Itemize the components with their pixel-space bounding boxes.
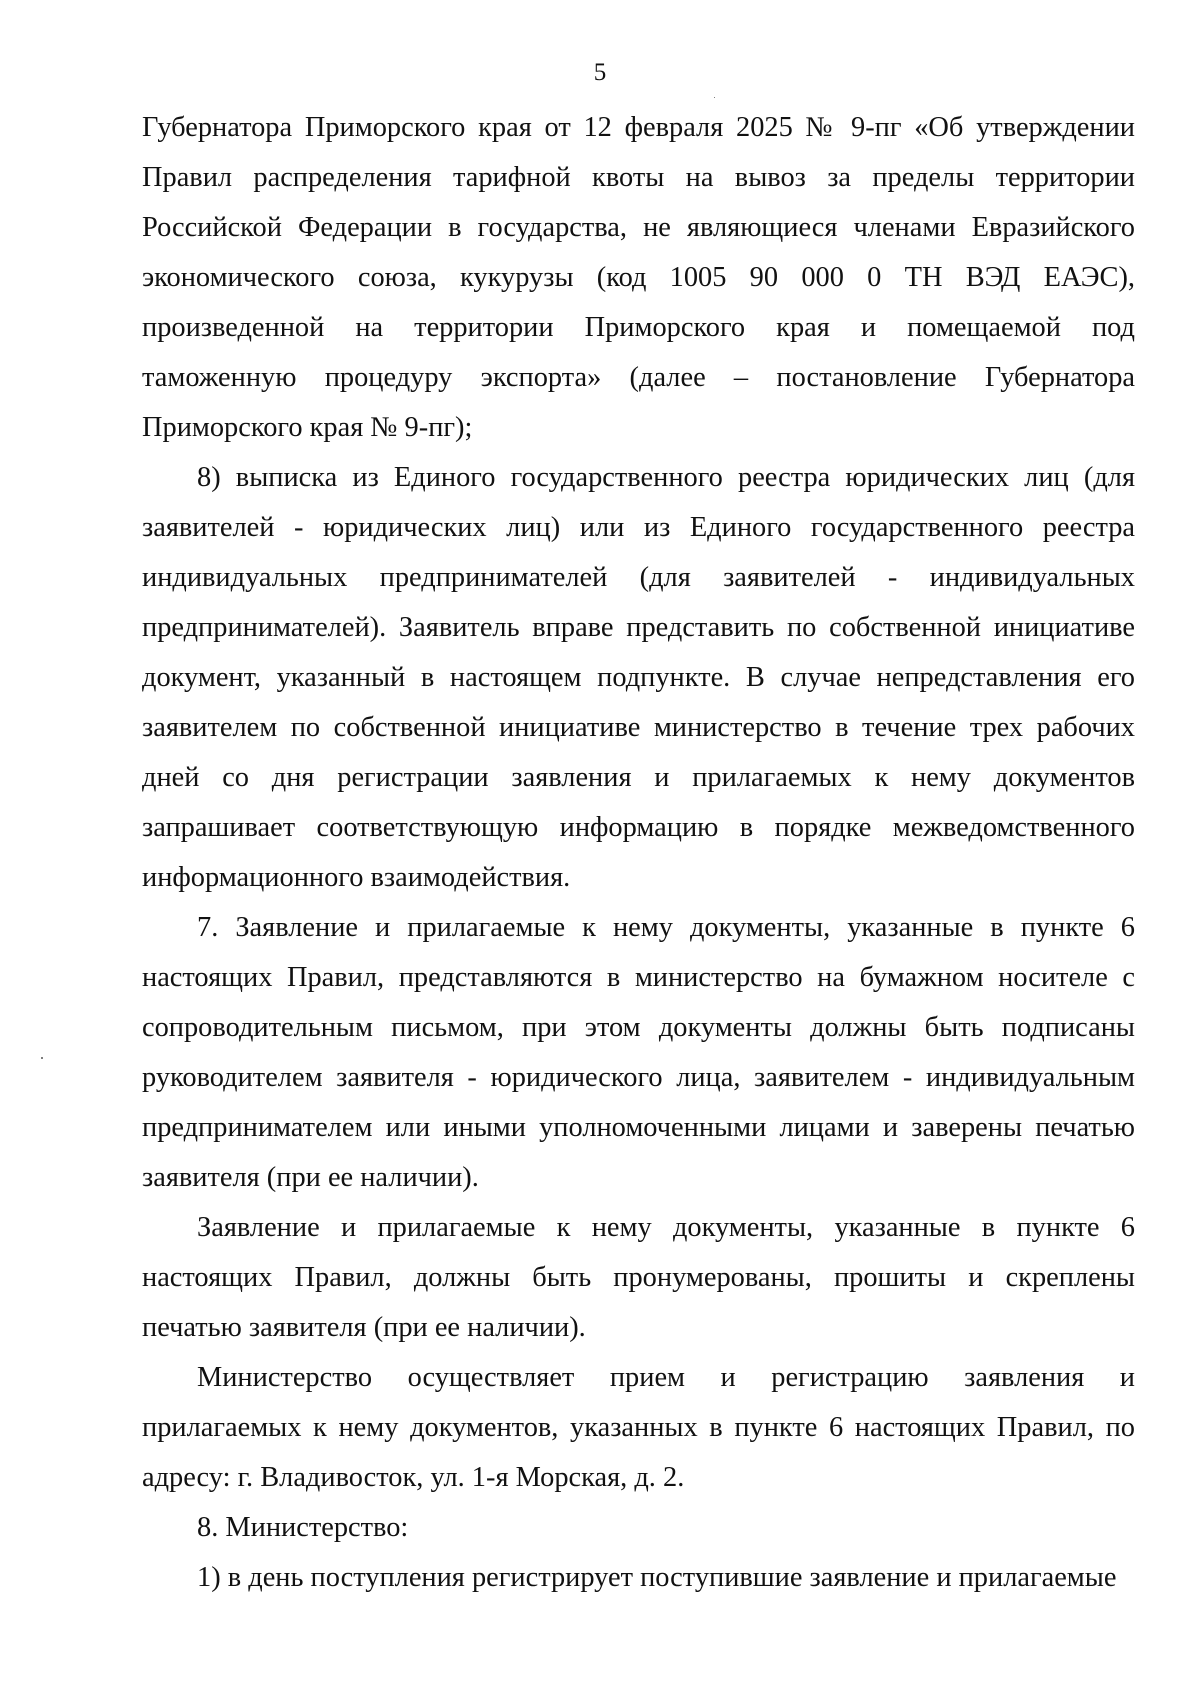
text-line: предпринимателей). Заявитель вправе представить по собственной инициативе bbox=[142, 612, 1135, 643]
scan-speck bbox=[41, 1057, 43, 1059]
text-line: предпринимателем или иными уполномоченными лицами и заверены печатью bbox=[142, 1112, 1135, 1143]
text-line: Правил распределения тарифной квоты на вывоз за пределы территории bbox=[142, 162, 1135, 193]
paragraph-p4 bbox=[142, 1203, 1135, 1353]
text-line: индивидуальных предпринимателей (для заявителей - индивидуальных bbox=[142, 562, 1135, 593]
text-line: таможенную процедуру экспорта» (далее – постановление Губернатора bbox=[142, 362, 1135, 393]
text-line: прилагаемых к нему документов, указанных в пункте 6 настоящих Правил, по bbox=[142, 1412, 1135, 1443]
paragraph-p5 bbox=[142, 1353, 1135, 1503]
document-body bbox=[142, 103, 1135, 1603]
paragraph-p7 bbox=[142, 1553, 1135, 1603]
text-line: 7. Заявление и прилагаемые к нему документы, указанные в пункте 6 bbox=[197, 912, 1135, 943]
text-line: Министерство осуществляет прием и регистрацию заявления и bbox=[197, 1362, 1135, 1393]
text-line: экономического союза, кукурузы (код 1005 90 000 0 ТН ВЭД ЕАЭС), bbox=[142, 262, 1135, 293]
text-line: документ, указанный в настоящем подпункте. В случае непредставления его bbox=[142, 662, 1135, 693]
text-line: настоящих Правил, представляются в министерство на бумажном носителе с bbox=[142, 962, 1135, 993]
paragraph-p3 bbox=[142, 903, 1135, 1203]
text-line: 8. Министерство: bbox=[197, 1512, 409, 1543]
text-line: Заявление и прилагаемые к нему документы, указанные в пункте 6 bbox=[197, 1212, 1135, 1243]
text-line: произведенной на территории Приморского края и помещаемой под bbox=[142, 312, 1135, 343]
paragraph-p2 bbox=[142, 453, 1135, 903]
text-line: адресу: г. Владивосток, ул. 1-я Морская, д. 2. bbox=[142, 1462, 685, 1493]
paragraph-p1 bbox=[142, 103, 1135, 453]
text-line: информационного взаимодействия. bbox=[142, 862, 571, 893]
text-line: сопроводительным письмом, при этом документы должны быть подписаны bbox=[142, 1012, 1135, 1043]
page-number: 5 bbox=[593, 59, 607, 86]
text-line: 8) выписка из Единого государственного реестра юридических лиц (для bbox=[197, 462, 1135, 493]
text-line: Российской Федерации в государства, не являющиеся членами Евразийского bbox=[142, 212, 1135, 243]
text-line: заявителя (при ее наличии). bbox=[142, 1162, 479, 1193]
text-line: Приморского края № 9-пг); bbox=[142, 412, 473, 443]
text-line: настоящих Правил, должны быть пронумерованы, прошиты и скреплены bbox=[142, 1262, 1135, 1293]
text-line: руководителем заявителя - юридического лица, заявителем - индивидуальным bbox=[142, 1062, 1135, 1093]
scan-speck bbox=[714, 97, 715, 98]
text-line: заявителем по собственной инициативе министерство в течение трех рабочих bbox=[142, 712, 1135, 743]
paragraph-p6 bbox=[142, 1503, 1135, 1553]
text-line: заявителей - юридических лиц) или из Единого государственного реестра bbox=[142, 512, 1135, 543]
text-line: запрашивает соответствующую информацию в порядке межведомственного bbox=[142, 812, 1135, 843]
text-line: дней со дня регистрации заявления и прилагаемых к нему документов bbox=[142, 762, 1135, 793]
text-line: Губернатора Приморского края от 12 февраля 2025 № 9-пг «Об утверждении bbox=[142, 112, 1135, 143]
text-line: печатью заявителя (при ее наличии). bbox=[142, 1312, 586, 1343]
text-line: 1) в день поступления регистрирует поступившие заявление и прилагаемые bbox=[197, 1562, 1117, 1593]
